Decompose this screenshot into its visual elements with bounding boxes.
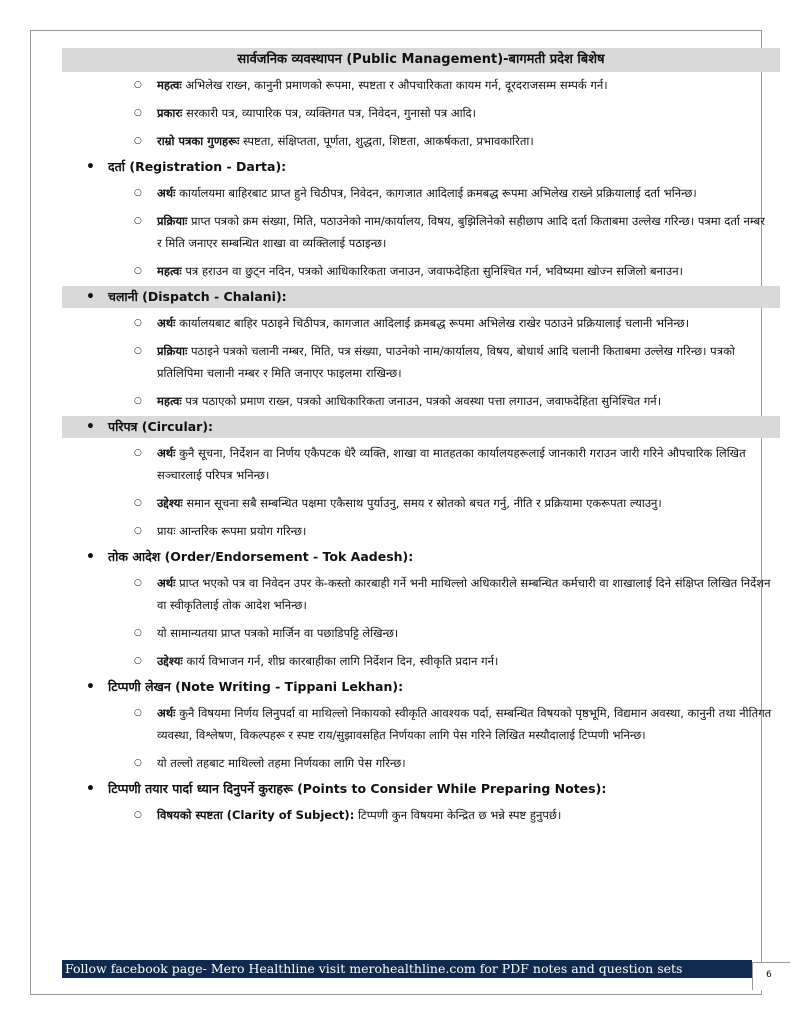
circle-bullet-icon: ○ [134,396,142,406]
page-number: 6 [766,970,772,980]
item-text: अभिलेख राख्न, कानुनी प्रमाणको रूपमा, स्पष्टता र औपचारिकता कायम गर्न, दूरदराजसम्म सम्पर्क गर्न। [181,78,608,92]
bullet-dot-icon: • [86,549,95,565]
list-item [62,492,780,514]
item-term: प्रक्रियाः [157,214,188,228]
item-term: महत्वः [157,264,182,278]
item-term: महत्वः [157,78,182,92]
item-term: महत्वः [157,394,182,408]
section-heading-points-to-consider: • टिप्पणी तयार पार्दा ध्यान दिनुपर्ने कुराहरू (Points to Consider While Preparing Notes): [62,778,780,800]
circle-bullet-icon: ○ [134,758,142,768]
circle-bullet-icon: ○ [134,526,142,536]
list-item [62,752,780,774]
item-text: पठाइने पत्रको चलानी नम्बर, मिति, पत्र संख्या, पाउनेको नाम/कार्यालय, विषय, बोधार्थ आदि चलानी किताबमा उल्लेख गरिन्छ। पत्रको प्रतिलिपिमा चलानी नम्बर र मिति जनाएर फाइलमा राखिन्छ। [157,344,735,380]
circle-bullet-icon: ○ [134,318,142,328]
list-item [62,702,780,746]
list-item [62,312,780,334]
list-item [62,340,780,384]
item-term: राम्रो पत्रका गुणहरूः [157,134,240,148]
item-text: यो तल्लो तहबाट माथिल्लो तहमा निर्णयका लागि पेस गरिन्छ। [157,756,406,770]
document-body [62,74,780,826]
bullet-dot-icon: • [86,289,95,305]
item-text: यो सामान्यतया प्राप्त पत्रको मार्जिन वा पछाडिपट्टि लेखिन्छ। [157,626,399,640]
bullet-dot-icon: • [86,159,95,175]
page-header [62,48,780,72]
circle-bullet-icon: ○ [134,628,142,638]
list-item [62,520,780,542]
list-item [62,182,780,204]
list-item [62,442,780,486]
list-item [62,390,780,412]
circle-bullet-icon: ○ [134,448,142,458]
circle-bullet-icon: ○ [134,656,142,666]
list-item [62,572,780,616]
item-term: प्रकारः [157,106,183,120]
item-text: प्राप्त पत्रको क्रम संख्या, मिति, पठाउनेको नाम/कार्यालय, विषय, बुझिलिनेको सहीछाप आदि दर्ता किताबमा उल्लेख गरिन्छ। पत्रमा दर्ता नम्बर र मिति जनाएर सम्बन्धित शाखा वा व्यक्तिलाई पठाइन्छ। [157,214,765,250]
section-heading-circular: • परिपत्र (Circular): [62,416,780,438]
item-term: अर्थः [157,576,176,590]
item-text: प्रायः आन्तरिक रूपमा प्रयोग गरिन्छ। [157,524,307,538]
header-title: सार्वजनिक व्यवस्थापन (Public Management)-बागमती प्रदेश बिशेष [237,52,605,67]
section-heading-tok-aadesh: • तोक आदेश (Order/Endorsement - Tok Aadesh): [62,546,780,568]
circle-bullet-icon: ○ [134,708,142,718]
circle-bullet-icon: ○ [134,188,142,198]
circle-bullet-icon: ○ [134,810,142,820]
item-text: कुनै सूचना, निर्देशन वा निर्णय एकैपटक धेरै व्यक्ति, शाखा वा मातहतका कार्यालयहरूलाई जानकारी गराउन जारी गरिने औपचारिक लिखित सञ्चारलाई परिपत्र भनिन्छ। [157,446,746,482]
item-text: स्पष्टता, संक्षिप्तता, पूर्णता, शुद्धता, शिष्टता, आकर्षकता, प्रभावकारिता। [239,134,534,148]
item-text: पत्र हराउन वा छुट्न नदिन, पत्रको आधिकारिकता जनाउन, जवाफदेहिता सुनिश्चित गर्न, भविष्यमा खोज्न सजिलो बनाउन। [181,264,683,278]
list-item [62,130,780,152]
item-text: टिप्पणी कुन विषयमा केन्द्रित छ भन्ने स्पष्ट हुनुपर्छ। [354,808,562,822]
item-text: कार्यालयमा बाहिरबाट प्राप्त हुने चिठीपत्र, निवेदन, कागजात आदिलाई क्रमबद्ध रूपमा अभिलेख राख्ने प्रक्रियालाई दर्ता भनिन्छ। [175,186,697,200]
item-term: उद्देश्यः [157,496,183,510]
circle-bullet-icon: ○ [134,136,142,146]
item-term: अर्थः [157,186,176,200]
circle-bullet-icon: ○ [134,578,142,588]
circle-bullet-icon: ○ [134,108,142,118]
item-term: अर्थः [157,446,176,460]
section-heading-darta: • दर्ता (Registration - Darta): [62,156,780,178]
footer-banner [62,960,752,978]
circle-bullet-icon: ○ [134,266,142,276]
list-item [62,650,780,672]
circle-bullet-icon: ○ [134,80,142,90]
list-item [62,102,780,124]
item-text: कार्यालयबाट बाहिर पठाइने चिठीपत्र, कागजात आदिलाई क्रमबद्ध रूपमा अभिलेख राखेर पठाउने प्रक्रियालाई चलानी भनिन्छ। [175,316,690,330]
item-term: उद्देश्यः [157,654,183,668]
list-item [62,622,780,644]
item-term: प्रक्रियाः [157,344,188,358]
item-text: पत्र पठाएको प्रमाण राख्न, पत्रको आधिकारिकता जनाउन, पत्रको अवस्था पत्ता लगाउन, जवाफदेहिता सुनिश्चित गर्न। [181,394,662,408]
list-item [62,804,780,826]
bullet-dot-icon: • [86,781,95,797]
item-term: विषयको स्पष्टता (Clarity of Subject): [157,808,355,822]
item-term: अर्थः [157,316,176,330]
item-text: समान सूचना सबै सम्बन्धित पक्षमा एकैसाथ पुर्याउनु, समय र स्रोतको बचत गर्नु, नीति र प्रक्रियामा एकरूपता ल्याउनु। [182,496,662,510]
circle-bullet-icon: ○ [134,346,142,356]
bullet-dot-icon: • [86,419,95,435]
item-text: प्राप्त भएको पत्र वा निवेदन उपर के-कस्तो कारबाही गर्ने भनी माथिल्लो अधिकारीले सम्बन्धित कर्मचारी वा शाखालाई दिने संक्षिप्त लिखित निर्देशन वा स्वीकृतिलाई तोक आदेश भनिन्छ। [157,576,771,612]
circle-bullet-icon: ○ [134,216,142,226]
section-heading-chalani: • चलानी (Dispatch - Chalani): [62,286,780,308]
bullet-dot-icon: • [86,679,95,695]
item-term: अर्थः [157,706,176,720]
footer-text: Follow facebook page- Mero Healthline visit merohealthline.com for PDF notes and question sets [65,961,683,976]
list-item [62,260,780,282]
list-item [62,74,780,96]
item-text: सरकारी पत्र, व्यापारिक पत्र, व्यक्तिगत पत्र, निवेदन, गुनासो पत्र आदि। [182,106,477,120]
section-heading-tippani-lekhan: • टिप्पणी लेखन (Note Writing - Tippani Lekhan): [62,676,780,698]
circle-bullet-icon: ○ [134,498,142,508]
item-text: कुनै विषयमा निर्णय लिनुपर्दा वा माथिल्लो निकायको स्वीकृति आवश्यक पर्दा, सम्बन्धित विषयको पृष्ठभूमि, विद्यमान अवस्था, कानुनी तथा नीतिगत व्यवस्था, विश्लेषण, विकल्पहरू र स्पष्ट राय/सुझावसहित निर्णयका लागि पेस गरिने लिखित मस्यौदालाई टिप्पणी भनिन्छ। [157,706,772,742]
item-text: कार्य विभाजन गर्न, शीघ्र कारबाहीका लागि निर्देशन दिन, स्वीकृति प्रदान गर्न। [182,654,499,668]
list-item [62,210,780,254]
